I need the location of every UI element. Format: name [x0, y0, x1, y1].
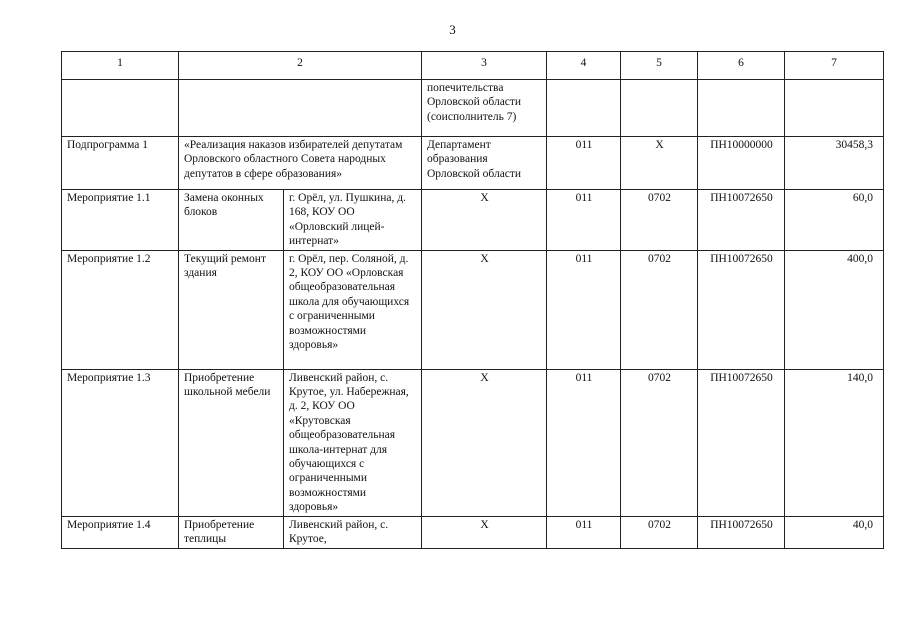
- page-number: 3: [449, 22, 456, 37]
- cell-work: Замена оконных блоков: [179, 190, 284, 251]
- cell-rzpr: Х: [621, 137, 698, 190]
- cell-executor: попечительства Орловской области (соисполнитель 7): [422, 80, 547, 137]
- header-col-6: 6: [698, 52, 785, 80]
- cell-rzpr: [621, 80, 698, 137]
- cell-address: г. Орёл, ул. Пушкина, д. 168, КОУ ОО «Орловский лицей-интернат»: [284, 190, 422, 251]
- cell-csr: ПН10072650: [698, 369, 785, 516]
- cell-executor: Х: [422, 250, 547, 369]
- cell-name: Мероприятие 1.1: [62, 190, 179, 251]
- header-col-4: 4: [547, 52, 621, 80]
- cell-amount: 30458,3: [785, 137, 884, 190]
- cell-csr: ПН10072650: [698, 516, 785, 548]
- cell-work: Текущий ремонт здания: [179, 250, 284, 369]
- table-row-event: [62, 369, 884, 516]
- cell-executor: Х: [422, 369, 547, 516]
- cell-grbs: 011: [547, 369, 621, 516]
- cell-name: Мероприятие 1.4: [62, 516, 179, 548]
- cell-amount: 40,0: [785, 516, 884, 548]
- cell-grbs: 011: [547, 250, 621, 369]
- cell-name: Подпрограмма 1: [62, 137, 179, 190]
- cell-rzpr: 0702: [621, 369, 698, 516]
- cell-name: Мероприятие 1.3: [62, 369, 179, 516]
- cell-amount: 140,0: [785, 369, 884, 516]
- table-row-subprogram: [62, 137, 884, 190]
- header-col-1: 1: [62, 52, 179, 80]
- header-row: [62, 52, 884, 80]
- cell-name: Мероприятие 1.2: [62, 250, 179, 369]
- header-col-5: 5: [621, 52, 698, 80]
- cell-rzpr: 0702: [621, 190, 698, 251]
- cell-work: Приобретение теплицы: [179, 516, 284, 548]
- cell-executor: Х: [422, 190, 547, 251]
- table-row-event: [62, 516, 884, 548]
- cell-executor: Х: [422, 516, 547, 548]
- cell-csr: ПН10000000: [698, 137, 785, 190]
- cell-title: «Реализация наказов избирателей депутатам Орловского областного Совета народных депутатов в сфере образования»: [179, 137, 422, 190]
- cell-address: г. Орёл, пер. Соляной, д. 2, КОУ ОО «Орловская общеобразовательная школа для обучающихся с ограниченными возможностями здоровья»: [284, 250, 422, 369]
- cell-rzpr: 0702: [621, 250, 698, 369]
- cell-amount: 400,0: [785, 250, 884, 369]
- table-row-event: [62, 190, 884, 251]
- cell-address: Ливенский район, с. Крутое, ул. Набережная, д. 2, КОУ ОО «Крутовская общеобразовательная школа-интернат для обучающихся с ограниченными возможностями здоровья»: [284, 369, 422, 516]
- cell-grbs: [547, 80, 621, 137]
- table-row-continuation: [62, 80, 884, 137]
- cell-amount: [785, 80, 884, 137]
- cell-address: Ливенский район, с. Крутое,: [284, 516, 422, 548]
- cell-work: Приобретение школьной мебели: [179, 369, 284, 516]
- cell-name: [62, 80, 179, 137]
- cell-grbs: 011: [547, 516, 621, 548]
- cell-executor: Департамент образования Орловской области: [422, 137, 547, 190]
- cell-title: [179, 80, 422, 137]
- cell-rzpr: 0702: [621, 516, 698, 548]
- cell-amount: 60,0: [785, 190, 884, 251]
- cell-csr: ПН10072650: [698, 250, 785, 369]
- budget-table: [61, 51, 884, 549]
- table-row-event: [62, 250, 884, 369]
- header-col-2: 2: [179, 52, 422, 80]
- cell-csr: [698, 80, 785, 137]
- cell-grbs: 011: [547, 137, 621, 190]
- header-col-3: 3: [422, 52, 547, 80]
- cell-grbs: 011: [547, 190, 621, 251]
- cell-csr: ПН10072650: [698, 190, 785, 251]
- header-col-7: 7: [785, 52, 884, 80]
